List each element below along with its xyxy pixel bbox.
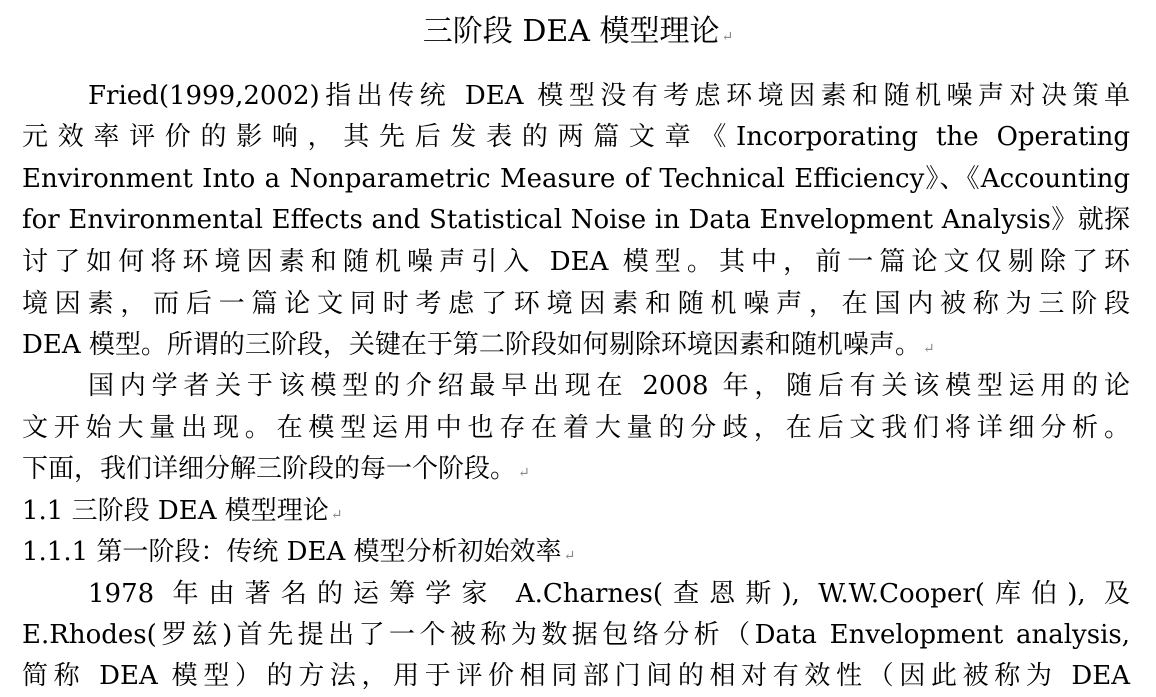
paragraph-mark: ↵: [330, 507, 343, 523]
paragraph-mark: ↵: [518, 465, 530, 481]
paragraph-line: for Environmental Effects and Statistical Noise in Data Envelopment Analysis》就探: [22, 205, 1130, 235]
paragraph-line: 讨了如何将环境因素和随机噪声引入 DEA 模型。其中，前一篇论文仅剔除了环: [22, 247, 1130, 277]
document-title: 三阶段 DEA 模型理论 ↵: [422, 14, 734, 49]
paragraph-line: E.Rhodes(罗兹)首先提出了一个被称为数据包络分析（Data Envelopment analysis,: [22, 620, 1130, 650]
paragraph-line: 下面，我们详细分解三阶段的每一个阶段。 ↵: [22, 454, 530, 484]
paragraph-line: 文开始大量出现。在模型运用中也存在着大量的分歧，在后文我们将详细分析。: [22, 413, 1130, 443]
paragraph-line: 国内学者关于该模型的介绍最早出现在 2008 年，随后有关该模型运用的论: [88, 371, 1130, 401]
paragraph-line: Fried(1999,2002)指出传统 DEA 模型没有考虑环境因素和随机噪声对决策单: [88, 81, 1130, 111]
section-heading-1-1: 1.1 三阶段 DEA 模型理论 ↵: [22, 496, 343, 526]
paragraph-line: 1978 年由著名的运筹学家 A.Charnes(查恩斯), W.W.Cooper(库伯), 及: [88, 579, 1130, 609]
paragraph-mark: ↵: [922, 341, 935, 357]
section-heading-1-1-1: 1.1.1 第一阶段：传统 DEA 模型分析初始效率 ↵: [22, 537, 576, 567]
paragraph-line: DEA 模型。所谓的三阶段，关键在于第二阶段如何剔除环境因素和随机噪声。 ↵: [22, 330, 935, 360]
paragraph-mark: ↵: [563, 548, 576, 564]
paragraph-line: 元效率评价的影响，其先后发表的两篇文章《Incorporating the Operating: [22, 122, 1130, 152]
paragraph-mark: ↵: [721, 29, 734, 45]
paragraph-line: 境因素，而后一篇论文同时考虑了环境因素和随机噪声，在国内被称为三阶段: [22, 289, 1130, 319]
paragraph-line: 简称 DEA 模型）的方法，用于评价相同部门间的相对有效性（因此被称为 DEA: [22, 661, 1130, 691]
paragraph-line: Environment Into a Nonparametric Measure of Technical Efficiency》、《Accounting: [22, 164, 1130, 194]
